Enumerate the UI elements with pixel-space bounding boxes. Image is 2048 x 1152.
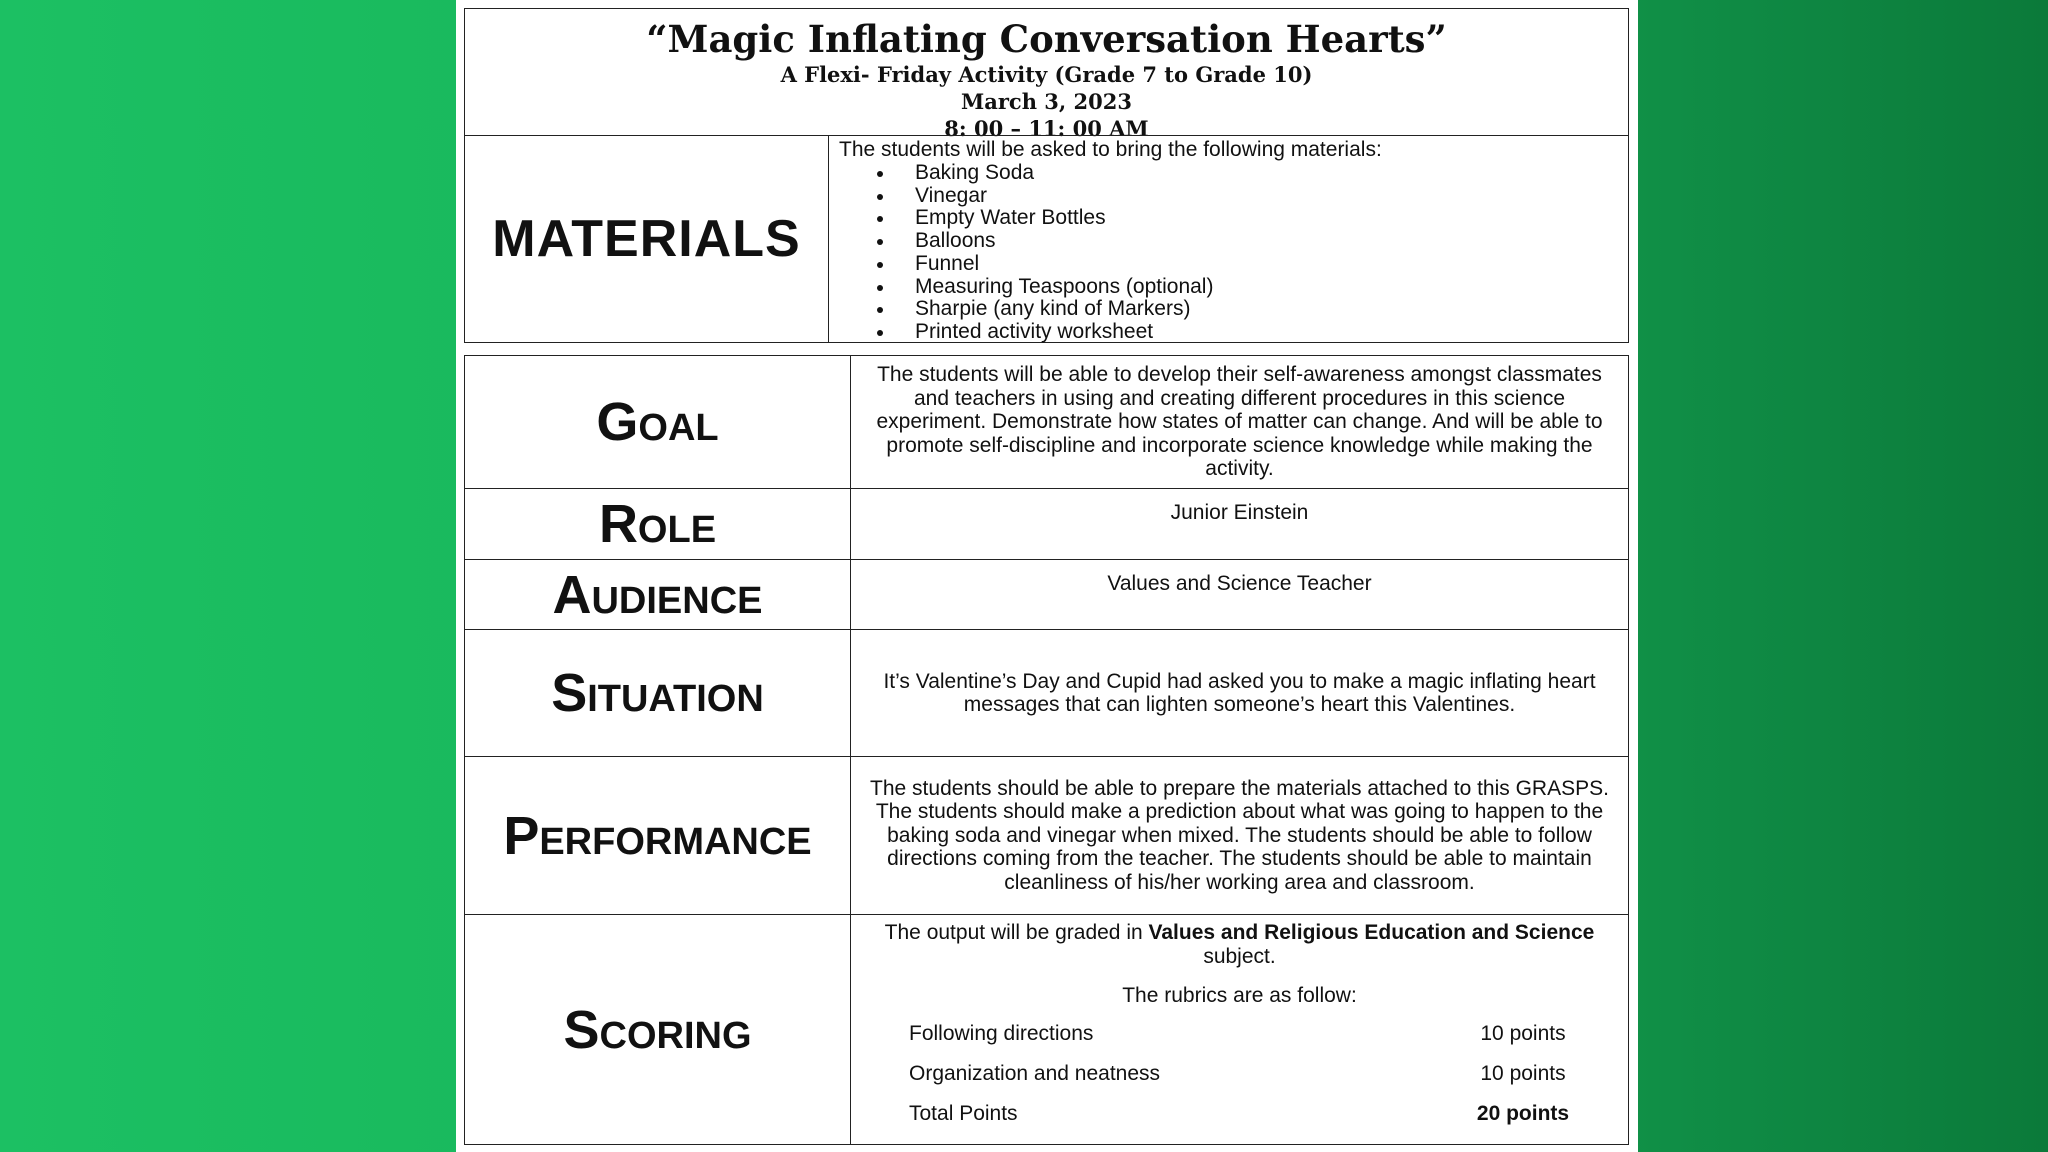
list-item: Measuring Teaspoons (optional) [839,276,1382,299]
materials-label-cell [465,136,829,342]
list-item: Sharpie (any kind of Markers) [839,298,1382,321]
activity-time: 8: 00 – 11: 00 AM [944,116,1149,141]
bullet-icon [877,307,883,313]
scoring-label: Scoring [465,915,851,1144]
bullet-icon [877,171,883,177]
table-row-role [465,489,1628,560]
materials-label: MATERIALS [492,210,801,268]
rubric-criterion: Organization and neatness [909,1062,1161,1085]
list-item: Empty Water Bottles [839,207,1382,230]
table-row-performance [465,757,1628,915]
audience-text: Values and Science Teacher [1107,572,1372,595]
rubric-table [861,1014,1618,1134]
rubric-points: 10 points [1480,1022,1566,1045]
graded-subjects: Values and Religious Education and Science [1148,921,1595,944]
bullet-icon [877,285,883,291]
list-item: Vinegar [839,185,1382,208]
goal-text: The students will be able to develop their self-awareness amongst classmates and teachers in using and creating different procedures in this science experiment. Demonstrate how states of matter can change. And will be able to promote self-discipline and incorporate science knowledge while making the activity. [876,363,1603,481]
role-text: Junior Einstein [1170,501,1309,524]
list-item: Balloons [839,230,1382,253]
document-page [456,0,1638,1152]
grasps-table [464,355,1629,1145]
table-row-goal [465,356,1628,489]
list-item: Baking Soda [839,162,1382,185]
performance-label: Performance [465,757,851,914]
role-label: Role [465,489,851,559]
situation-text: It’s Valentine’s Day and Cupid had asked you to make a magic inflating heart messages that can lighten someone’s heart this Valentines. [883,669,1596,716]
activity-subtitle: A Flexi- Friday Activity (Grade 7 to Grade 10) [780,62,1313,87]
table-row-audience [465,560,1628,630]
audience-label: Audience [465,560,851,629]
activity-date: March 3, 2023 [961,89,1132,114]
performance-text: The students should be able to prepare the materials attached to this GRASPS. The students should make a prediction about what was going to happen to the baking soda and vinegar when mixed. The students should be able to follow directions coming from the teacher. The students should be able to maintain cleanliness of his/her working area and classroom. [870,776,1609,894]
rubric-points: 10 points [1480,1062,1566,1085]
rubric-total-row [861,1094,1618,1134]
bullet-icon [877,239,883,245]
header-box [464,8,1629,141]
scoring-content [851,915,1628,1144]
total-label: Total Points [909,1102,1018,1125]
scoring-intro: The output will be graded in Values and Religious Education and Science subject. [884,921,1595,968]
materials-intro: The students will be asked to bring the following materials: [839,138,1382,161]
list-item: Printed activity worksheet [839,321,1382,344]
table-row-scoring [465,915,1628,1144]
rubric-criterion: Following directions [909,1022,1094,1045]
rubric-row [861,1054,1618,1094]
rubric-row [861,1014,1618,1054]
situation-label: Situation [465,630,851,756]
materials-section [464,135,1629,343]
materials-content [829,136,1392,342]
list-item: Funnel [839,253,1382,276]
rubric-intro: The rubrics are as follow: [1122,984,1357,1007]
materials-list [839,162,1382,344]
bullet-icon [877,216,883,222]
goal-label: Goal [465,356,851,488]
bullet-icon [877,330,883,336]
activity-title: “Magic Inflating Conversation Hearts” [646,17,1447,61]
total-points: 20 points [1476,1102,1570,1125]
table-row-situation [465,630,1628,757]
bullet-icon [877,262,883,268]
bullet-icon [877,194,883,200]
